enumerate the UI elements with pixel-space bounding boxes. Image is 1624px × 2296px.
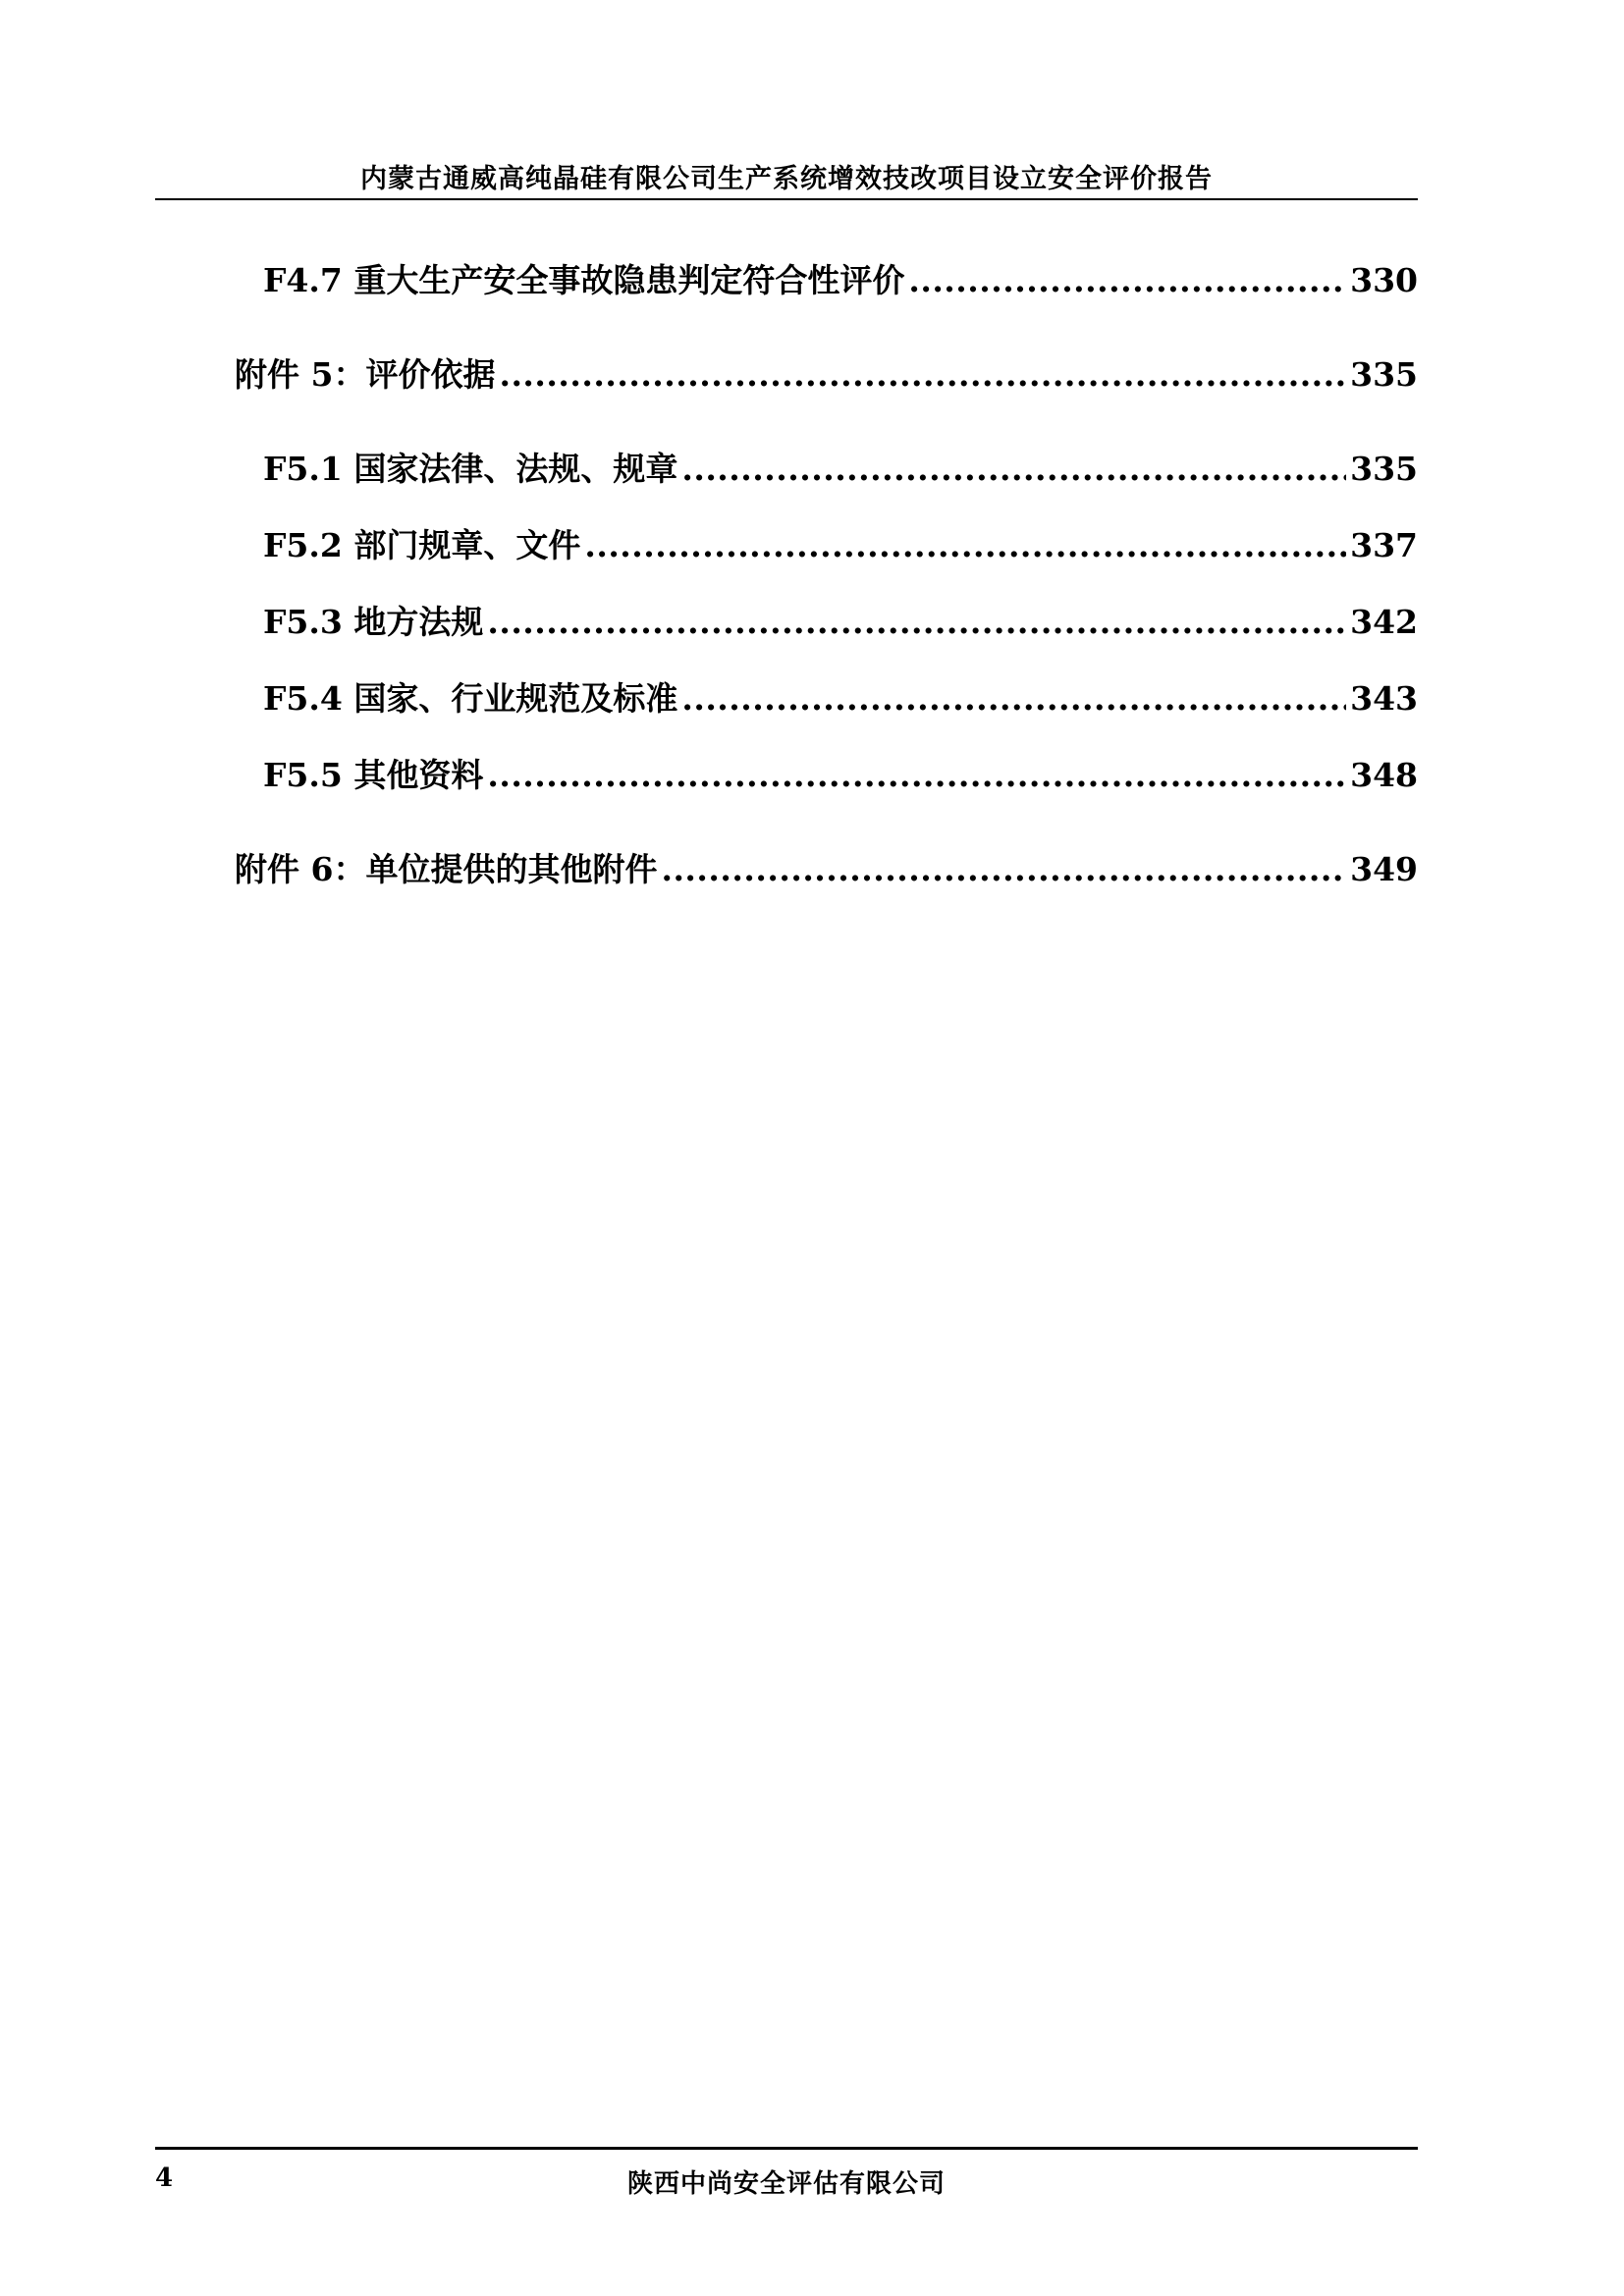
dot-leader [584,526,1346,564]
toc-entry-label: 附件 5：评价依据 [235,355,496,394]
toc-entry[interactable] [235,349,1418,396]
toc-entry-page: 349 [1350,850,1418,888]
dot-leader [499,355,1346,394]
toc-entry[interactable] [263,750,1418,796]
toc-entry-page: 343 [1350,679,1418,718]
dot-leader [681,450,1346,488]
page-number: 4 [155,2163,174,2193]
toc-entry-page: 337 [1350,526,1418,564]
toc-entry[interactable] [235,844,1418,890]
toc-entry-label: F5.5 其他资料 [263,756,484,794]
toc-entry-page: 330 [1350,261,1418,299]
page-header [155,147,1418,200]
toc-entry[interactable] [263,444,1418,490]
toc-entry[interactable] [263,255,1418,301]
dot-leader [681,679,1346,718]
document-title: 内蒙古通威高纯晶硅有限公司生产系统增效技改项目设立安全评价报告 [360,164,1213,194]
dot-leader [487,603,1346,641]
toc-entry-label: F5.2 部门规章、文件 [263,526,581,564]
dot-leader [908,261,1346,299]
toc-entry-label: F5.4 国家、行业规范及标准 [263,679,678,718]
dot-leader [661,850,1346,888]
toc-entry-label: F5.1 国家法律、法规、规章 [263,450,678,488]
toc-entry-page: 342 [1350,603,1418,641]
toc-entry-label: 附件 6：单位提供的其他附件 [235,850,658,888]
page-footer [155,2147,1418,2199]
toc-entry-page: 335 [1350,355,1418,394]
company-name: 陕西中尚安全评估有限公司 [626,2169,946,2199]
toc-entry[interactable] [263,597,1418,643]
toc-entry[interactable] [263,673,1418,720]
toc-entry-page: 335 [1350,450,1418,488]
toc-entry-label: F4.7 重大生产安全事故隐患判定符合性评价 [263,261,905,299]
toc-entry-page: 348 [1350,756,1418,794]
toc-entry-label: F5.3 地方法规 [263,603,484,641]
toc-entry[interactable] [263,520,1418,566]
dot-leader [487,756,1346,794]
